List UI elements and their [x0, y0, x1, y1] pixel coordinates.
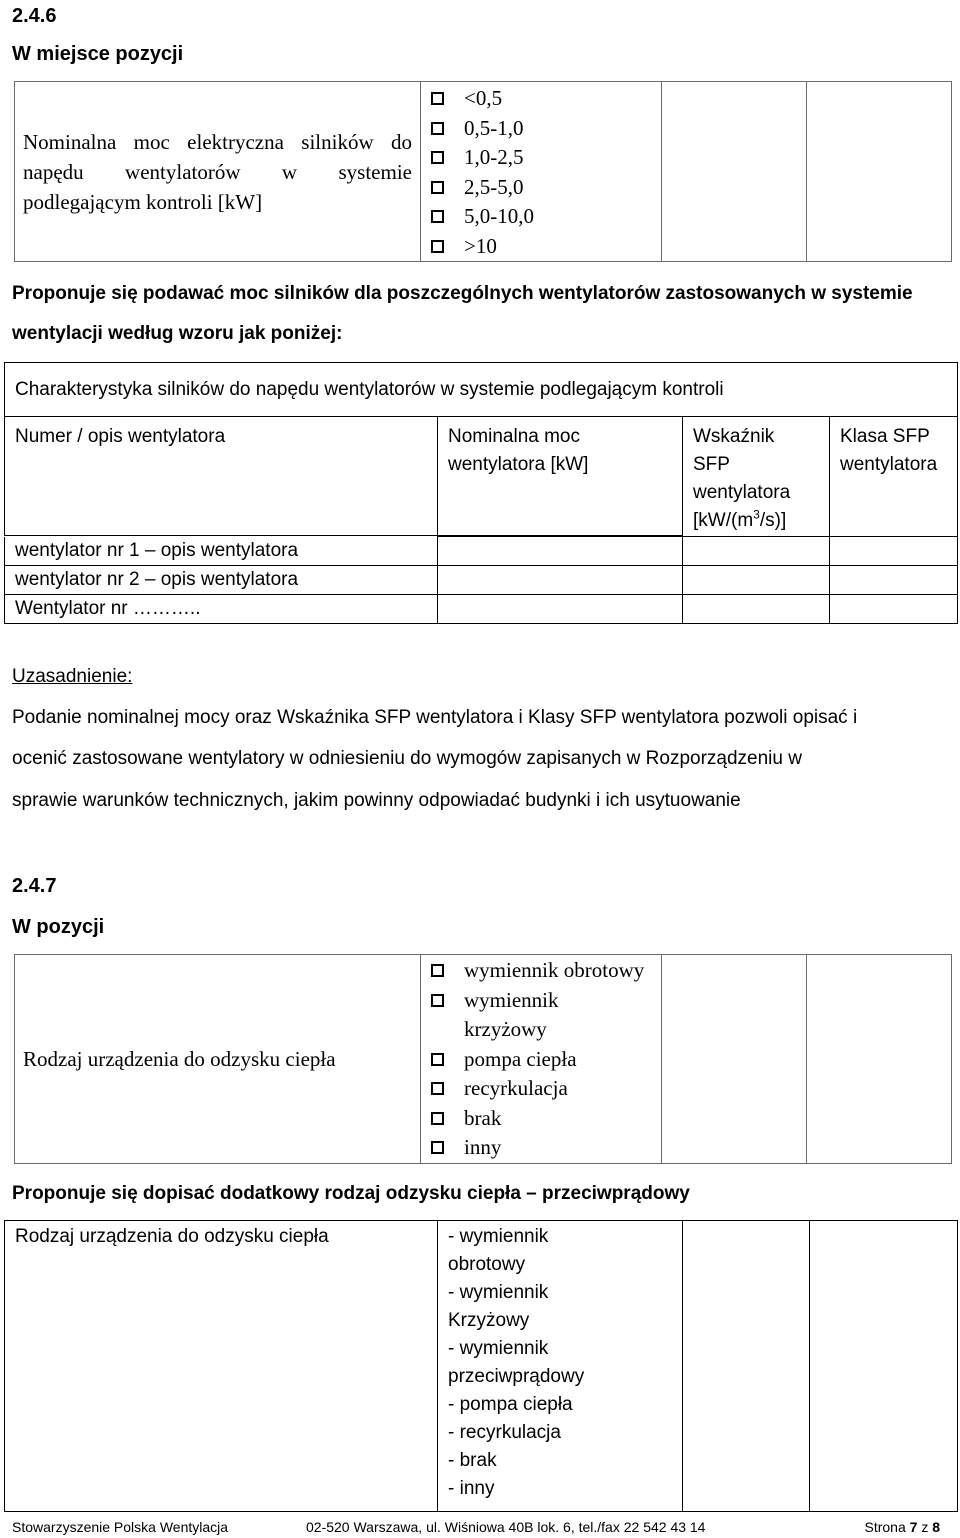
empty-cell	[830, 595, 958, 624]
checkbox-icon	[431, 240, 444, 253]
checkbox-icon	[431, 92, 444, 105]
option-label: recyrkulacja	[464, 1076, 568, 1101]
justification-line-2: ocenić zastosowane wentylatory w odniesieniu do wymogów zapisanych w Rozporządzeniu w	[12, 748, 802, 769]
empty-cell	[662, 82, 807, 262]
empty-cell	[830, 537, 958, 566]
checkbox-icon	[431, 122, 444, 135]
unit-part-b: /s)]	[759, 510, 787, 531]
footer-address: 02-520 Warszawa, ul. Wiśniowa 40B lok. 6, tel./fax 22 542 43 14	[306, 1519, 706, 1535]
heat-recovery-line: - pompa ciepła	[448, 1394, 573, 1415]
empty-cell	[683, 566, 830, 595]
checkbox-icon	[431, 151, 444, 164]
option-item	[421, 173, 661, 203]
empty-cell	[662, 955, 807, 1164]
option-item	[421, 232, 661, 262]
heat-recovery-line: - recyrkulacja	[448, 1422, 561, 1443]
header-sfp-index-line-2: SFP	[693, 454, 730, 475]
checkbox-icon	[431, 994, 444, 1007]
checkbox-icon	[431, 964, 444, 977]
option-item	[421, 84, 661, 114]
heat-recovery-label: Rodzaj urządzenia do odzysku ciepła	[23, 1046, 336, 1071]
heat-recovery-table-label: Rodzaj urządzenia do odzysku ciepła	[5, 1221, 438, 1512]
fan-characteristics-table	[4, 362, 958, 624]
heat-recovery-line: Krzyżowy	[448, 1310, 530, 1331]
option-label: <0,5	[464, 86, 503, 111]
empty-cell	[683, 595, 830, 624]
header-sfp-index-line-4	[693, 507, 819, 535]
unit-superscript: 3	[753, 507, 760, 522]
proposal-line-1: Proponuje się podawać moc silników dla poszczególnych wentylatorów zastosowanych w systemie	[12, 283, 913, 304]
empty-cell	[683, 1221, 810, 1512]
option-label: pompa ciepła	[464, 1046, 577, 1071]
fan-row-3: Wentylator nr ………..	[5, 595, 438, 624]
proposal-line-2: wentylacji według wzoru jak poniżej:	[12, 323, 343, 344]
option-label: 2,5-5,0	[464, 174, 524, 199]
footer-page-current: 7	[909, 1519, 918, 1535]
empty-cell	[438, 537, 683, 566]
option-item	[421, 143, 661, 173]
fan-row-1: wentylator nr 1 – opis wentylatora	[5, 537, 438, 566]
footer-page-of: z	[921, 1519, 929, 1535]
section-heading: W miejsce pozycji	[12, 43, 184, 65]
heat-recovery-options-cell	[421, 955, 662, 1164]
heat-recovery-table	[4, 1220, 958, 1512]
header-sfp-class-line-1: Klasa SFP	[840, 426, 930, 447]
header-nominal-power-line-1: Nominalna moc	[448, 426, 580, 447]
heat-recovery-line: - brak	[448, 1450, 497, 1471]
section-heading: W pozycji	[12, 916, 105, 938]
section-number: 2.4.7	[12, 875, 57, 897]
heat-recovery-label-cell	[15, 955, 421, 1164]
fan-power-label-cell	[15, 82, 421, 262]
heat-recovery-options-list	[438, 1221, 683, 1512]
heat-recovery-line: - wymiennik	[448, 1226, 549, 1247]
option-label: 0,5-1,0	[464, 115, 524, 140]
unit-part-a: [kW/(m	[693, 510, 754, 531]
option-item	[421, 1133, 661, 1163]
fan-row-2: wentylator nr 2 – opis wentylatora	[5, 566, 438, 595]
footer-page	[864, 1518, 940, 1536]
empty-cell	[830, 566, 958, 595]
header-sfp-index	[683, 417, 830, 537]
proposal-heat-recovery: Proponuje się dopisać dodatkowy rodzaj odzysku ciepła – przeciwprądowy	[12, 1183, 690, 1204]
checkbox-icon	[431, 1082, 444, 1095]
heat-recovery-line: - wymiennik	[448, 1282, 549, 1303]
heat-recovery-line: przeciwprądowy	[448, 1366, 585, 1387]
option-label: >10	[464, 233, 497, 258]
header-sfp-class-line-2: wentylatora	[840, 454, 938, 475]
empty-cell	[438, 595, 683, 624]
option-item	[421, 986, 661, 1016]
section-number: 2.4.6	[12, 5, 57, 27]
checkbox-icon	[431, 181, 444, 194]
option-label: wymiennik	[464, 987, 559, 1012]
header-sfp-index-line-3: wentylatora	[693, 482, 791, 503]
option-label: brak	[464, 1105, 502, 1130]
fan-power-options-cell	[421, 82, 662, 262]
empty-cell	[807, 82, 952, 262]
heat-recovery-line: obrotowy	[448, 1254, 526, 1275]
checkbox-icon	[431, 210, 444, 223]
header-nominal-power-line-2: wentylatora [kW]	[448, 454, 589, 475]
fan-power-label: Nominalna moc elektryczna silników do napędu wentylatorów w systemie podlegającym kontroli [kW]	[23, 129, 412, 214]
heat-recovery-image-table	[14, 954, 952, 1164]
header-fan-description-text: Numer / opis wentylatora	[15, 426, 226, 447]
justification-line-1: Podanie nominalnej mocy oraz Wskaźnika SFP wentylatora i Klasy SFP wentylatora pozwoli opisać i	[12, 707, 858, 728]
empty-cell	[438, 566, 683, 595]
header-sfp-class	[830, 417, 958, 537]
footer-page-total: 8	[932, 1519, 940, 1535]
option-label: inny	[464, 1135, 502, 1160]
justification-label: Uzasadnienie:	[12, 666, 133, 687]
option-item	[421, 202, 661, 232]
option-item	[421, 114, 661, 144]
table-caption: Charakterystyka silników do napędu wentylatorów w systemie podlegającym kontroli	[5, 363, 958, 417]
option-item	[421, 1074, 661, 1104]
option-label: 5,0-10,0	[464, 204, 534, 229]
option-item	[421, 1015, 661, 1045]
empty-cell	[810, 1221, 958, 1512]
checkbox-icon	[431, 1112, 444, 1125]
fan-power-image-table	[14, 81, 952, 262]
option-item	[421, 1104, 661, 1134]
heat-recovery-line: - inny	[448, 1478, 495, 1499]
empty-cell	[683, 537, 830, 566]
footer-page-word: Strona	[864, 1519, 906, 1535]
option-label: 1,0-2,5	[464, 145, 524, 170]
footer-org: Stowarzyszenie Polska Wentylacja	[12, 1519, 229, 1535]
empty-cell	[807, 955, 952, 1164]
option-item	[421, 956, 661, 986]
header-fan-description	[5, 417, 438, 536]
justification-line-3: sprawie warunków technicznych, jakim powinny odpowiadać budynki i ich usytuowanie	[12, 790, 741, 811]
page-footer	[12, 1518, 948, 1536]
header-sfp-index-line-1: Wskaźnik	[693, 426, 775, 447]
option-label: wymiennik obrotowy	[464, 958, 645, 983]
heat-recovery-line: - wymiennik	[448, 1338, 549, 1359]
header-nominal-power	[438, 417, 683, 536]
option-item	[421, 1045, 661, 1075]
option-label: krzyżowy	[464, 1017, 547, 1042]
checkbox-icon	[431, 1141, 444, 1154]
checkbox-icon	[431, 1053, 444, 1066]
